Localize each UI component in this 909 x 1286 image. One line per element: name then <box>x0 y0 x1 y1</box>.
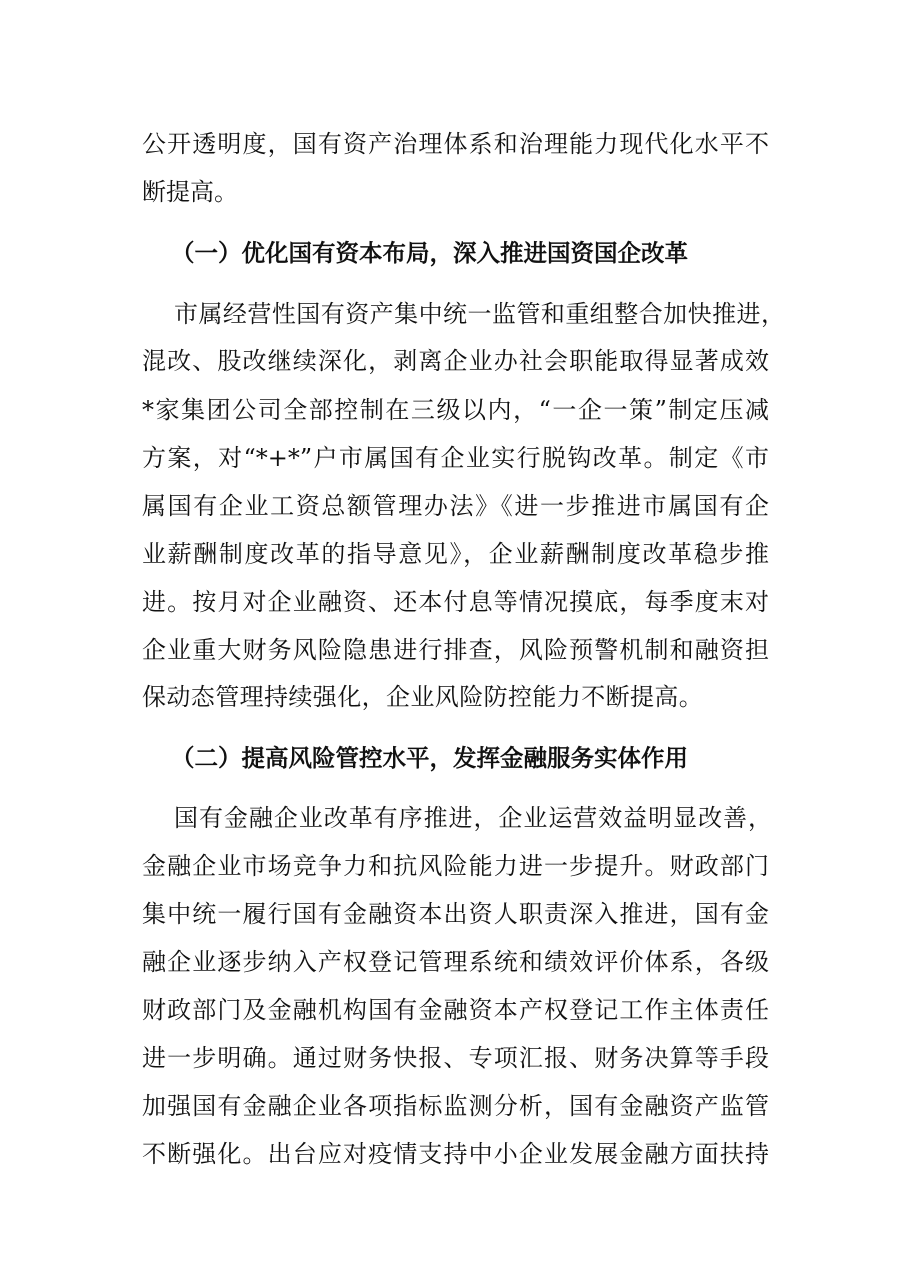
paragraph-line: 国有金融企业改革有序推进，企业运营效益明显改善， <box>174 804 772 832</box>
paragraph-line: 市属经营性国有资产集中统一监管和重组整合加快推进， <box>174 300 785 328</box>
paragraph-line: 断提高。 <box>142 178 238 206</box>
paragraph-line: 混改、股改继续深化，剥离企业办社会职能取得显著成效 <box>142 347 769 375</box>
paragraph-line: 进一步明确。通过财务快报、专项汇报、财务决算等手段 <box>142 1044 769 1072</box>
paragraph-line: 财政部门及金融机构国有金融资本产权登记工作主体责任 <box>142 996 769 1024</box>
section-heading-1: （一）优化国有资本布局，深入推进国资国企改革 <box>171 239 688 267</box>
paragraph-line: *家集团公司全部控制在三级以内，“一企一策”制定压减 <box>142 396 769 424</box>
paragraph-line: 不断强化。出台应对疫情支持中小企业发展金融方面扶持 <box>142 1140 769 1168</box>
paragraph-line: 企业重大财务风险隐患进行排查，风险预警机制和融资担 <box>142 636 769 664</box>
paragraph-line: 融企业逐步纳入产权登记管理系统和绩效评价体系，各级 <box>142 948 769 976</box>
paragraph-line: 属国有企业工资总额管理办法》《进一步推进市属国有企 <box>142 492 769 520</box>
paragraph-line: 保动态管理持续强化，企业风险防控能力不断提高。 <box>142 683 704 711</box>
paragraph-line: 公开透明度，国有资产治理体系和治理能力现代化水平不 <box>142 130 769 158</box>
paragraph-line: 方案，对“*+*”户市属国有企业实行脱钩改革。制定《市 <box>142 444 769 472</box>
paragraph-line: 集中统一履行国有金融资本出资人职责深入推进，国有金 <box>142 900 769 928</box>
paragraph-line: 加强国有金融企业各项指标监测分析，国有金融资产监管 <box>142 1092 769 1120</box>
section-heading-2: （二）提高风险管控水平，发挥金融服务实体作用 <box>171 744 688 772</box>
paragraph-line: 业薪酬制度改革的指导意见》，企业薪酬制度改革稳步推 <box>142 540 769 568</box>
paragraph-line: 进。按月对企业融资、还本付息等情况摸底，每季度末对 <box>142 588 769 616</box>
paragraph-line: 金融企业市场竞争力和抗风险能力进一步提升。财政部门 <box>142 852 769 880</box>
